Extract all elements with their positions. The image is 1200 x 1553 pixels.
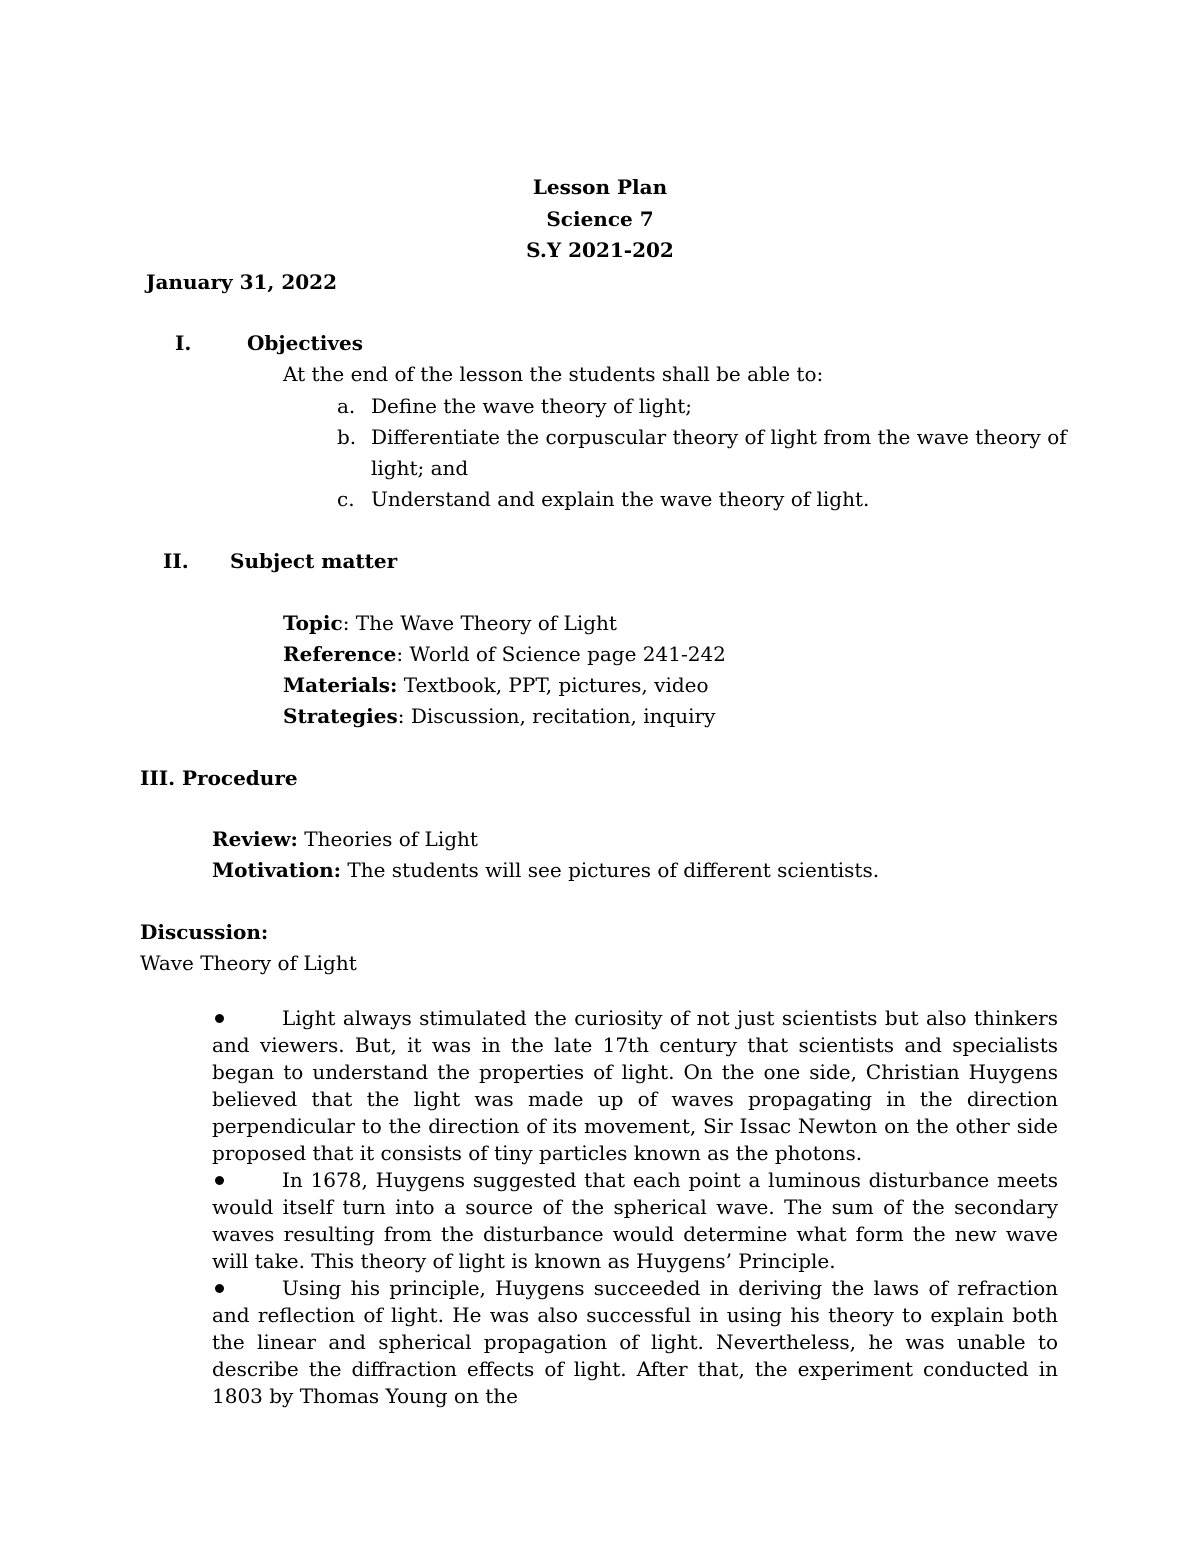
field-value: The students will see pictures of different scientists. (341, 858, 880, 882)
discussion-bullet (212, 1167, 1058, 1275)
subject-materials (283, 673, 709, 697)
field-value: World of Science page 241-242 (409, 642, 726, 666)
document-title: Lesson Plan (532, 175, 668, 199)
discussion-bullet (212, 1005, 1058, 1167)
discussion-subheading: Wave Theory of Light (140, 951, 357, 975)
field-value: The Wave Theory of Light (355, 611, 617, 635)
field-label: Motivation: (212, 858, 341, 882)
field-label: Reference (283, 642, 397, 666)
objective-item: Understand and explain the wave theory of light. (371, 487, 870, 511)
school-year: S.Y 2021-202 (526, 238, 674, 262)
field-value: Discussion, recitation, inquiry (410, 704, 716, 728)
bullet-icon (212, 1167, 282, 1194)
bullet-text: Light always stimulated the curiosity of not just scientists but also thinkers and viewers. But, it was in the late 17th century that scientists and specialists began to understand the properties of light. On the one side, Christian Huygens believed that the light was made up of waves propagating in the direction perpendicular to the direction of its movement, Sir Issac Newton on the other side proposed that it consists of tiny particles known as the photons. (212, 1006, 1058, 1165)
field-label: Review: (212, 827, 298, 851)
objective-item: Differentiate the corpuscular theory of light from the wave theory of (371, 425, 1067, 449)
section-heading-procedure: III. Procedure (140, 766, 298, 790)
subject-strategies (283, 704, 715, 728)
document-subject: Science 7 (546, 207, 654, 231)
field-label: Strategies (283, 704, 398, 728)
objective-letter: c. (337, 487, 355, 511)
objective-letter: a. (337, 394, 356, 418)
field-value: Textbook, PPT, pictures, video (403, 673, 709, 697)
objective-letter: b. (337, 425, 357, 449)
section-numeral-subject-matter: II. (163, 549, 189, 573)
procedure-review (212, 827, 478, 851)
subject-topic (283, 611, 617, 635)
objective-item-continuation: light; and (371, 456, 469, 480)
discussion-heading: Discussion: (140, 920, 269, 944)
objective-item: Define the wave theory of light; (371, 394, 692, 418)
field-separator: : (397, 704, 411, 728)
bullet-icon (212, 1275, 282, 1302)
field-label: Materials: (283, 673, 398, 697)
bullet-text: Using his principle, Huygens succeeded in deriving the laws of refraction and reflection of light. He was also successful in using his theory to explain both the linear and spherical propagation of light. Nevertheless, he was unable to describe the diffraction effects of light. After that, the experiment conducted in 1803 by Thomas Young on the (212, 1276, 1058, 1408)
section-heading-subject-matter: Subject matter (230, 549, 398, 573)
section-numeral-objectives: I. (175, 331, 192, 355)
field-label: Topic (283, 611, 343, 635)
field-separator: : (342, 611, 356, 635)
bullet-icon (212, 1005, 282, 1032)
lesson-date: January 31, 2022 (146, 270, 338, 294)
objectives-intro: At the end of the lesson the students shall be able to: (283, 362, 824, 386)
section-heading-objectives: Objectives (247, 331, 363, 355)
field-value: Theories of Light (297, 827, 478, 851)
discussion-bullet (212, 1275, 1058, 1410)
subject-reference (283, 642, 726, 666)
field-separator: : (396, 642, 410, 666)
bullet-text: In 1678, Huygens suggested that each point a luminous disturbance meets would itself turn into a source of the spherical wave. The sum of the secondary waves resulting from the disturbance would determine what form the new wave will take. This theory of light is known as Huygens’ Principle. (212, 1168, 1058, 1273)
procedure-motivation (212, 858, 879, 882)
